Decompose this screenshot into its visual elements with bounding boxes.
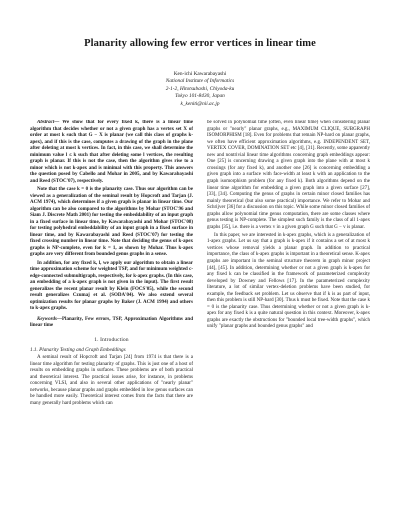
affiliation-line-2: 2-1-2, Hitotsubashi, Chiyoda-ku (165, 85, 235, 92)
author-email: k_keniti@nii.ac.jp (180, 100, 220, 107)
keywords-label: Keywords (37, 316, 57, 322)
intro-paragraph-1: A seminal result of Hopcroft and Tarjan [24] from 1974 is that there is a linear time algorithm for testing planarity of graphs. This is just one of a host of results on embedding graphs in surfaces. These problems are of both practical and theoretical interest. The practical issues arise, for instance, in problems concerning VLSI, and also in several other applications of "nearly planar" networks, because planar graphs and graphs embedded in low genus surfaces can be handled more easily. Theoretical interest comes from the facts that there are many generally hard problems which can (30, 355, 193, 406)
right-paragraph-2: In this paper, we are interested in k-apex graphs, which is a generalization of 1-apex graphs. Let us say that a graph is k-apex if it contains a set of at most k vertices whose removal yields a planar graph. In addition to practical importance, the class of k-apex graphs is important in a theoretical sense. K-apex graphs are important in the seminal structure theorem in graph minor project [44], [45]. In addition, determining whether or not a given graph is k-apex for any fixed k can be classified in the framework of parameterized complexity developed by Downey and Fellows [17]. In the parameterized complexity literature, a lot of similar vertex-deletion problems have been studied, for example, the feedback set problem. Let us observe that if k is as part of input, then this problem is still NP-hard [30]. Thus k must be fixed. Note that the case k = 0 is the planarity case. Thus determining whether or not a given graph is k-apex for any fixed k is a quite natural question in this context. Moreover, k-apex graphs are exactly the obstructions for "bounded local tree-width graphs", which unify "planar graphs and bounded genus graphs" and (207, 232, 370, 330)
author-name: Ken-ichi Kawarabayashi (173, 71, 227, 77)
paper-title: Planarity allowing few error vertices in linear time (84, 38, 316, 49)
subsection-heading: 1.1. Planarity Testing and Graph Embeddings (30, 346, 126, 353)
left-column (30, 120, 193, 409)
abstract-paragraph-2: Note that the case k = 0 is the planarity case. Thus our algorithm can be viewed as a generalization of the seminal result by Hopcroft and Tarjan (J. ACM 1974), which determines if a given graph is planar in linear time. Our algorithm can be also compared to the algorithms by Mohar (STOC'96 and Siam J. Discrete Math 2001) for testing the embeddability of an input graph in a fixed surface in linear time, by Kawarabayashi and Mohar (STOC'08) for testing polyhedral embeddability of an input graph in a fixed surface in linear time, and by Kawarabayashi and Reed (STOC'07) for testing the fixed crossing number in linear time. Note that deciding the genus of k-apex graphs is NP-complete, even for k = 1, as shown by Mohar. Thus k-apex graphs are very different from bounded genus graphs in a sense. (30, 187, 193, 258)
section-heading-introduction: 1. Introduction (94, 336, 129, 343)
abstract-paragraph-3: In addition, for any fixed k, l, we apply our algorithm to obtain a linear time approximation scheme for weighted TSP, and for minimum weighted c-edge-connected submultigraph, respectively, for k-apex graphs. (In this case, an embedding of a k-apex graph is not given in the input). The first result generalizes the recent planar result by Klein (FOCS'05), while the second result generalizes Czumaj et al. (SODA'04). We also extend several optimization results for planar graphs by Baker (J. ACM 1994) and others to k-apex graphs. (30, 260, 193, 312)
abstract-label: Abstract (37, 120, 55, 126)
right-column (207, 120, 370, 333)
two-column-body (30, 120, 370, 409)
keywords-paragraph: Keywords—Planarity, Few errors, TSP, Approximation Algorithms and linear time (30, 316, 193, 329)
abstract-paragraph-1 (30, 120, 193, 185)
affiliation-line-1: National Institute of Informatics (165, 78, 235, 85)
abstract-text-1: — We show that for every fixed k, there is a linear time algorithm that decides whether or not a given graph has a vertex set X of order at most k such that G − X is planar (we call this class of graphs k-apex), and if this is the case, computes a drawing of the graph in the plane after deleting at most k vertices. In fact, in this case, we shall determine the minimum value l ≤ k such that after deleting some l vertices, the resulting graph is planar. If this is not the case, then the algorithm gives rise to a minor which is not k-apex and is minimal with this property. This answers the question posed by Cabello and Mohar in 2005, and by Kawarabayashi and Reed (STOC'07), respectively. (30, 120, 193, 184)
author-block (30, 71, 370, 108)
keywords-text: Planarity, Few errors, TSP, Approximation Algorithms and linear time (30, 316, 193, 329)
affiliation-line-3: Tokyo 101-8430, Japan (175, 93, 225, 100)
right-paragraph-1: be solved in polynomial time (often, even linear time) when considering planar graphs or "nearly" planar graphs, e.g., MAXIMUM CLIQUE, SUBGRAPH ISOMORPHISM [18]. Even for problems that remain NP-hard on planar graphs, we often have efficient approximation algorithms, e.g. INDEPENDENT SET, VERTEX COVER, DOMINATION SET etc [4], [31]. Recently, some apparently new and nontrivial linear time algorithms concerning graph embeddings appear: One [25] is concerning drawing a given graph into the plane with at most k crossings (for any fixed k), and another one [26] is concerning embedding a given graph into a surface with face-width at least k with an application to the graph isomorphism problem (for any fixed k). Both algorithms depend on the linear time algorithm for embedding a given graph into a given surface [27], [33], [34]. Computing the genus of graphs in certain minor closed families has mainly theoretical (but also some practical) importance. We refer to Mohar and Schrijver [36] for a discussion on this topic. While some minor closed families of graphs allow polynomial time genus computation, there are some classes where genus testing is NP-complete. The simplest such family is the class of all 1-apex graphs [35], i.e. there is a vertex v in a given graph G such that G − v is planar. (207, 120, 370, 230)
